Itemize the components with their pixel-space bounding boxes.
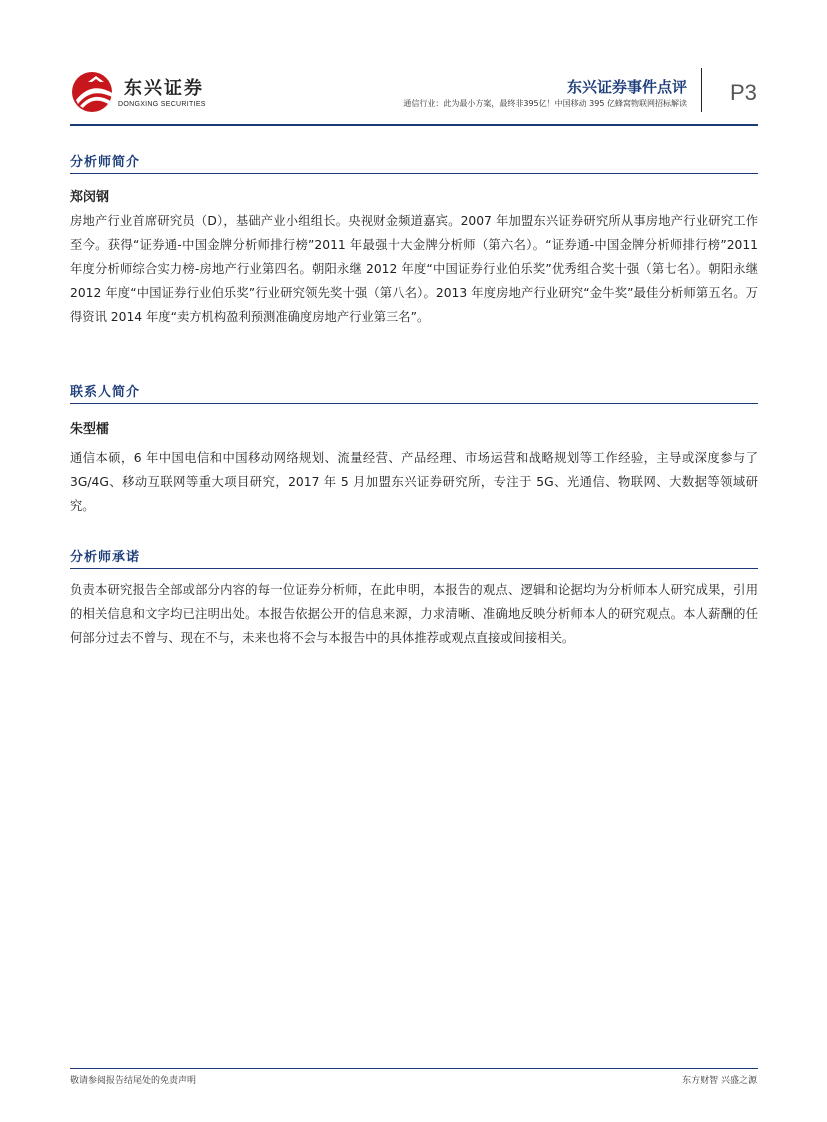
contact-bio: 通信本硕，6 年中国电信和中国移动网络规划、流量经营、产品经理、市场运营和战略规划等工作经验，主导或深度参与了 3G/4G、移动互联网等重大项目研究，2017 年 5 月加盟东兴证券研究所，专注于 5G、光通信、物联网、大数据等领域研究。 [70, 451, 758, 513]
analyst-name: 郑闵钢 [70, 190, 110, 205]
section-title-commitment: 分析师承诺 [70, 550, 141, 565]
footer-rule [70, 1068, 758, 1069]
commitment-text: 负责本研究报告全部或部分内容的每一位证券分析师，在此申明，本报告的观点、逻辑和论据均为分析师本人研究成果，引用的相关信息和文字均已注明出处。本报告依据公开的信息来源，力求清晰、准确地反映分析师本人的研究观点。本人薪酬的任何部分过去不曾与、现在不与，未来也将不会与本报告中的具体推荐或观点直接或间接相关。 [70, 583, 758, 645]
header-divider [701, 68, 702, 112]
header-rule [70, 124, 758, 126]
section-rule [70, 568, 758, 569]
dongxing-logo-icon [70, 70, 120, 114]
contact-name: 朱型檑 [70, 422, 110, 437]
page-number: P3 [730, 80, 757, 105]
section-title-analyst: 分析师简介 [70, 155, 141, 170]
footer-disclaimer-note: 敬请参阅报告结尾处的免责声明 [70, 1076, 197, 1086]
section-title-contact: 联系人简介 [70, 385, 141, 400]
analyst-bio: 房地产行业首席研究员（D），基础产业小组组长。央视财金频道嘉宾。2007 年加盟东兴证券研究所从事房地产行业研究工作至今。获得“证券通-中国金牌分析师排行榜”2011 年最强十大金牌分析师（第六名）。“证券通-中国金牌分析师排行榜”2011 年度分析师综合实力榜-房地产行业第四名。朝阳永继 2012 年度“中国证券行业伯乐奖”优秀组合奖十强（第七名）。朝阳永继 2012 年度“中国证券行业伯乐奖”行业研究领先奖十强（第八名）。2013 年度房地产行业研究“金牛奖”最佳分析师第五名。万得资讯 2014 年度“卖方机构盈利预测准确度房地产行业第三名”。 [70, 214, 758, 324]
section-rule [70, 173, 758, 174]
logo-english-name: DONGXING SECURITIES [118, 101, 206, 108]
document-title: 东兴证券事件点评 [566, 78, 687, 96]
footer-slogan: 东方财智 兴盛之源 [682, 1076, 757, 1086]
document-subtitle: 通信行业：此为最小方案，最终非395亿！中国移动 395 亿蜂窝物联网招标解读 [403, 99, 687, 108]
logo-chinese-name: 东兴证券 [124, 78, 204, 99]
section-rule [70, 403, 758, 404]
